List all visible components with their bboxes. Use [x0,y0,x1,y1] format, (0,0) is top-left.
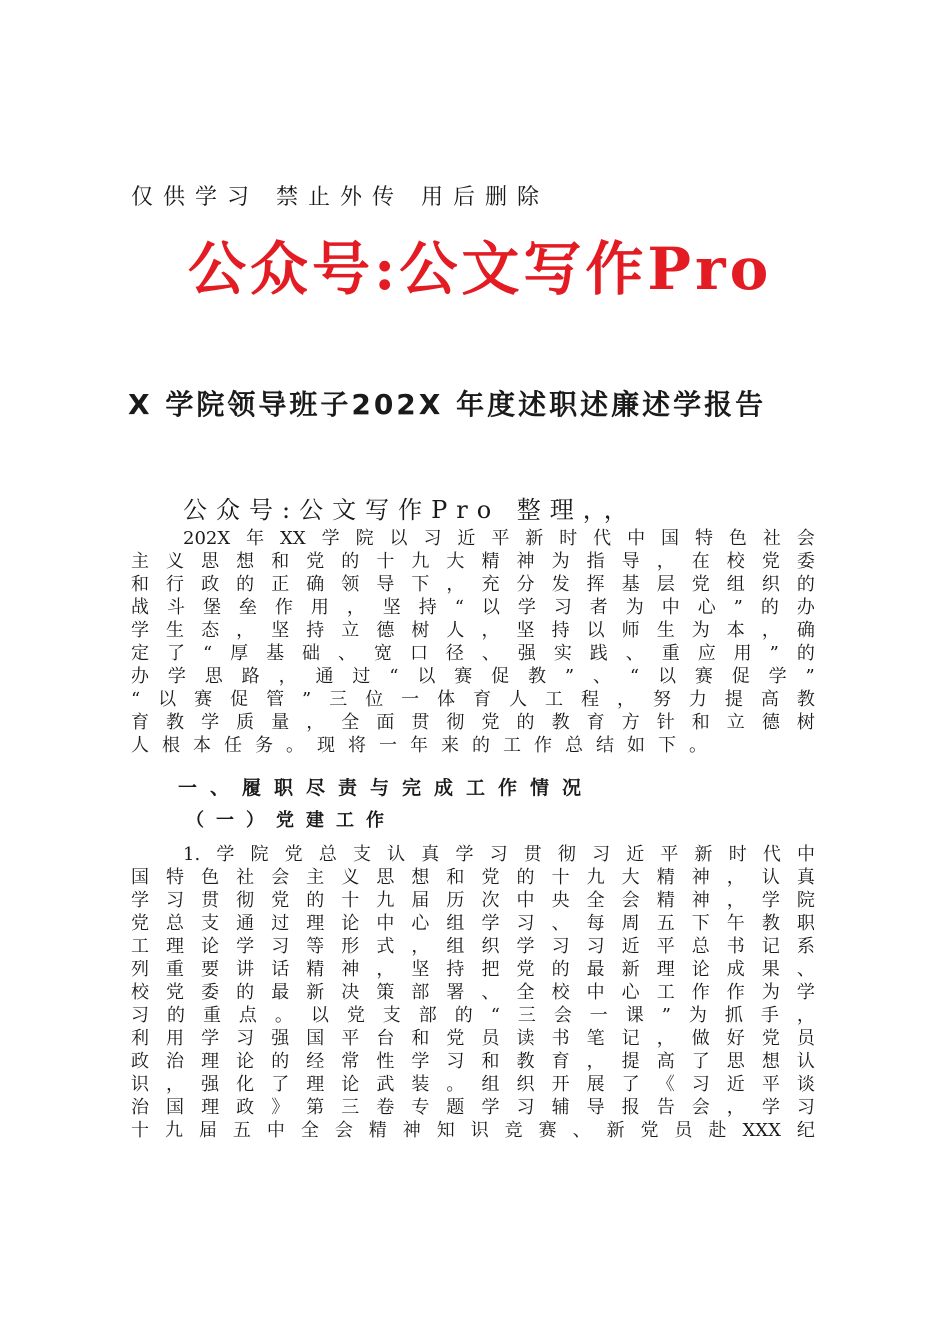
text-line: 学 习 贯 彻 党 的 十 九 届 历 次 中 央 全 会 精 神 ， 学 院 [131,890,815,911]
section-heading: 一、履职尽责与完成工作情况 [178,777,595,799]
text-line: 主 义 思 想 和 党 的 十 九 大 精 神 为 指 导 ， 在 校 党 委 [131,551,815,572]
text-line: 1. 学 院 党 总 支 认 真 学 习 贯 彻 习 近 平 新 时 代 中 [183,844,815,865]
page-title: X 学院领导班子202X 年度述职述廉述学报告 [128,388,767,421]
usage-notice: 仅供学习 禁止外传 用后删除 [131,185,549,210]
text-line: 学 生 态 ， 坚 持 立 德 树 人 ， 坚 持 以 师 生 为 本 ， 确 [131,620,815,641]
text-line: 政 治 理 论 的 经 常 性 学 习 和 教 育 ， 提 高 了 思 想 认 [131,1051,815,1072]
text-line: 国 特 色 社 会 主 义 思 想 和 党 的 十 九 大 精 神 ， 认 真 [131,867,815,888]
brand-watermark-title: 公众号:公文写作Pro [188,235,773,303]
compiled-by-line: 公众号:公文写作Pro 整理，， [183,496,637,524]
text-line: 工 理 论 学 习 等 形 式 ， 组 织 学 习 习 近 平 总 书 记 系 [131,936,815,957]
text-line: 利 用 学 习 强 国 平 台 和 党 员 读 书 笔 记 ， 做 好 党 员 [131,1028,815,1049]
text-line: 202X 年 XX 学 院 以 习 近 平 新 时 代 中 国 特 色 社 会 [183,528,815,549]
text-line: 党 总 支 通 过 理 论 中 心 组 学 习 、 每 周 五 下 午 教 职 [131,913,815,934]
subsection-heading: （一）党建工作 [186,810,396,831]
text-line: 治 国 理 政 》 第 三 卷 专 题 学 习 辅 导 报 告 会 ， 学 习 [131,1097,815,1118]
text-line: 识 ， 强 化 了 理 论 武 装 。 组 织 开 展 了 《 习 近 平 谈 [131,1074,815,1095]
text-line: 人 根 本 任 务 。 现 将 一 年 来 的 工 作 总 结 如 下 。 [131,735,707,756]
text-line: 列 重 要 讲 话 精 神 ， 坚 持 把 党 的 最 新 理 论 成 果 、 [131,959,815,980]
text-line: 和 行 政 的 正 确 领 导 下 ， 充 分 发 挥 基 层 党 组 织 的 [131,574,815,595]
text-line: 办 学 思 路 ， 通 过 “ 以 赛 促 教 ” 、 “ 以 赛 促 学 ” [131,666,815,687]
text-line: 习 的 重 点 。 以 党 支 部 的 “ 三 会 一 课 ” 为 抓 手 ， [131,1005,815,1026]
text-line: 育 教 学 质 量 ， 全 面 贯 彻 党 的 教 育 方 针 和 立 德 树 [131,712,815,733]
text-line: 校 党 委 的 最 新 决 策 部 署 、 全 校 中 心 工 作 作 为 学 [131,982,815,1003]
text-line: 定 了 “ 厚 基 础 、 宽 口 径 、 强 实 践 、 重 应 用 ” 的 [131,643,815,664]
text-line: 战 斗 堡 垒 作 用 ， 坚 持 “ 以 学 习 者 为 中 心 ” 的 办 [131,597,815,618]
text-line: 十 九 届 五 中 全 会 精 神 知 识 竞 赛 、 新 党 员 赴 XXX 纪 [131,1120,815,1141]
text-line: “ 以 赛 促 管 ” 三 位 一 体 育 人 工 程 ， 努 力 提 高 教 [131,689,815,710]
